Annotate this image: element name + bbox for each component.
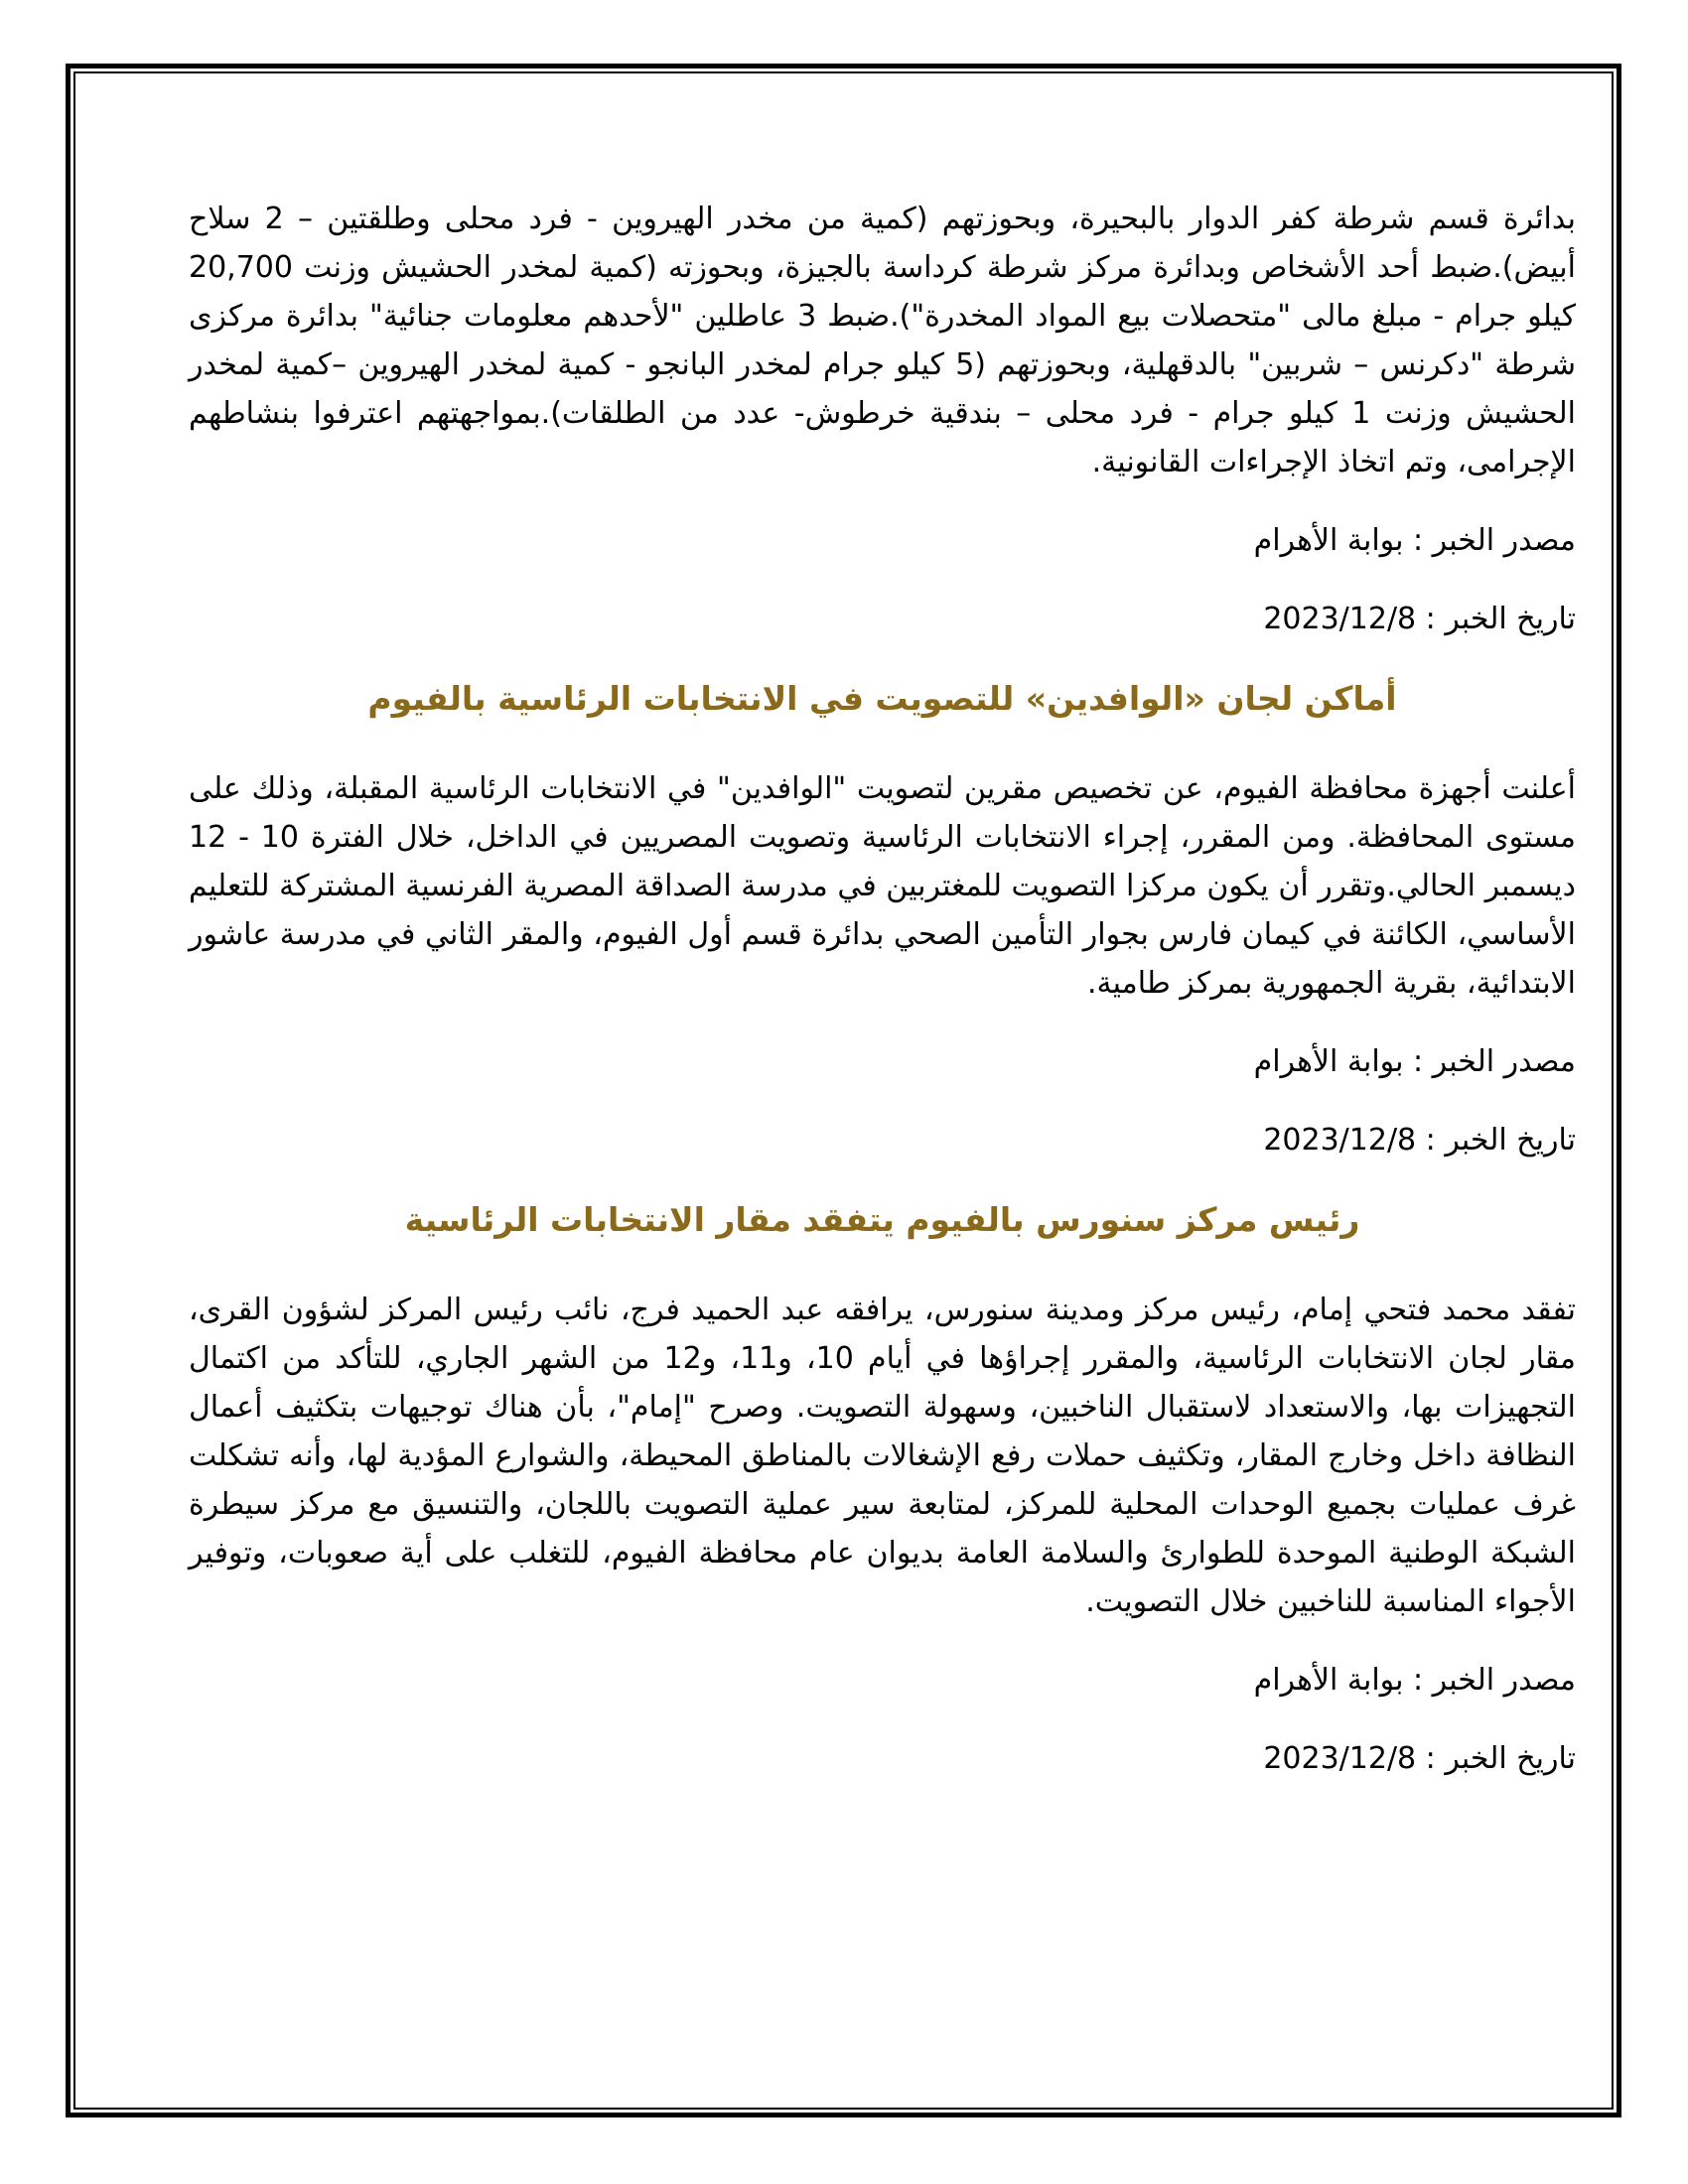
news-source-line: مصدر الخبر : بوابة الأهرام: [1253, 1663, 1576, 1698]
news-headline: أماكن لجان «الوافدين» للتصويت في الانتخابات الرئاسية بالفيوم: [367, 679, 1397, 718]
news-source-line: مصدر الخبر : بوابة الأهرام: [1253, 1044, 1576, 1079]
document-content: [189, 195, 1576, 1813]
news-date-line: تاريخ الخبر : 2023/12/8: [1263, 602, 1576, 636]
news-paragraph: بدائرة قسم شرطة كفر الدوار بالبحيرة، وبحوزتهم (كمية من مخدر الهيروين - فرد محلى وطلقتين – 2 سلاح أبيض).ضبط أحد الأشخاص وبدائرة مركز شرطة كرداسة بالجيزة، وبحوزته (كمية لمخدر الحشيش وزنت 20,700 كيلو جرام - مبلغ مالى "متحصلات بيع المواد المخدرة").ضبط 3 عاطلين "لأحدهم معلومات جنائية" بدائرة مركزى شرطة "دكرنس – شربين" بالدقهلية، وبحوزتهم (5 كيلو جرام لمخدر البانجو - كمية لمخدر الهيروين –كمية لمخدر الحشيش وزنت 1 كيلو جرام - فرد محلى – بندقية خرطوش- عدد من الطلقات).بمواجهتهم اعترفوا بنشاطهم الإجرامى، وتم اتخاذ الإجراءات القانونية.: [189, 202, 1577, 479]
news-headline: رئيس مركز سنورس بالفيوم يتفقد مقار الانتخابات الرئاسية: [404, 1200, 1360, 1239]
news-date-line: تاريخ الخبر : 2023/12/8: [1263, 1123, 1576, 1158]
news-paragraph: تفقد محمد فتحي إمام، رئيس مركز ومدينة سنورس، يرافقه عبد الحميد فرج، نائب رئيس المركز لشؤون القرى، مقار لجان الانتخابات الرئاسية، والمقرر إجراؤها في أيام 10، و11، و12 من الشهر الجاري، للتأكد من اكتمال التجهيزات بها، والاستعداد لاستقبال الناخبين، وسهولة التصويت. وصرح "إمام"، بأن هناك توجيهات بتكثيف أعمال النظافة داخل وخارج المقار، وتكثيف حملات رفع الإشغالات بالمناطق المحيطة، والشوارع المؤدية لها، وأنه تشكلت غرف عمليات بجميع الوحدات المحلية للمركز، لمتابعة سير عملية التصويت باللجان، والتنسيق مع مركز سيطرة الشبكة الوطنية الموحدة للطوارئ والسلامة العامة بديوان عام محافظة الفيوم، للتغلب على أية صعوبات، وتوفير الأجواء المناسبة للناخبين خلال التصويت.: [189, 1293, 1576, 1619]
news-source-line: مصدر الخبر : بوابة الأهرام: [1253, 523, 1576, 558]
news-paragraph: أعلنت أجهزة محافظة الفيوم، عن تخصيص مقرين لتصويت "الوافدين" في الانتخابات الرئاسية المقبلة، وذلك على مستوى المحافظة. ومن المقرر، إجراء الانتخابات الرئاسية وتصويت المصريين في الداخل، خلال الفترة 10 - 12 ديسمبر الحالي.وتقرر أن يكون مركزا التصويت للمغتربين في مدرسة الصداقة المصرية الفرنسية المشتركة للتعليم الأساسي، الكائنة في كيمان فارس بجوار التأمين الصحي بدائرة قسم أول الفيوم، والمقر الثاني في مدرسة عاشور الابتدائية، بقرية الجمهورية بمركز طامية.: [189, 771, 1576, 1001]
news-date-line: تاريخ الخبر : 2023/12/8: [1263, 1741, 1576, 1776]
